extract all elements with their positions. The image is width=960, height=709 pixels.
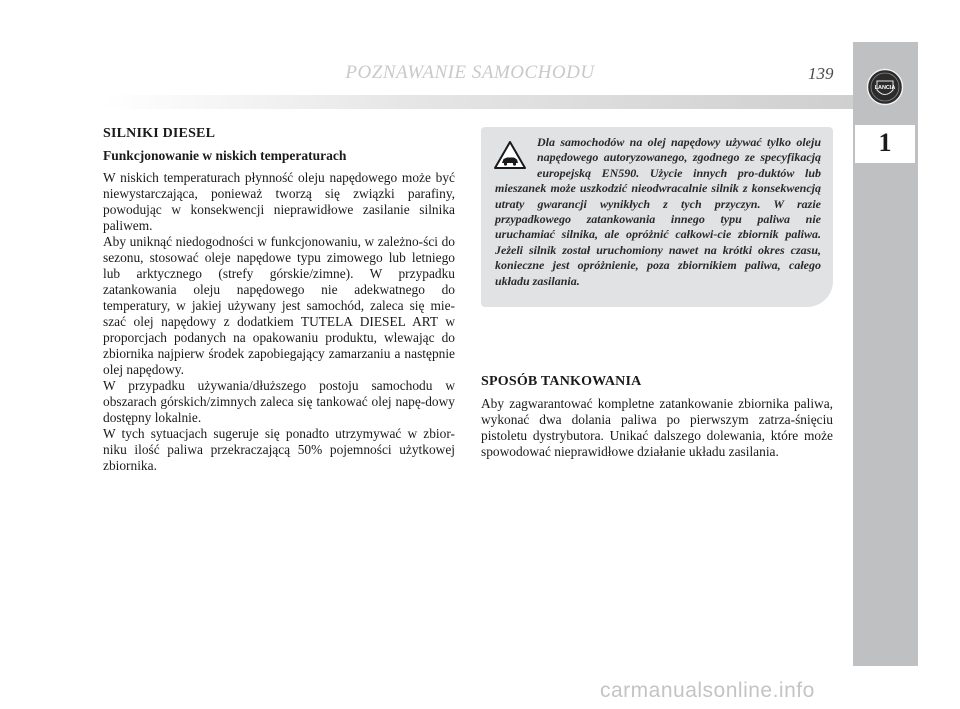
paragraph: Aby uniknąć niedogodności w funkcjonowaniu, w zależno-ści do sezonu, stosować oleje napędowe typu zimowego lub letniego lub arktycznego (strefy górskie/zimne). W przypadku zatankowania oleju napędowego nie adekwatnego do temperatury, w jakiej używany jest samochód, zaleca się mie-szać olej napędowy z dodatkiem TUTELA DIESEL ART w proporcjach podanych na opakowaniu produktu, wlewając do zbiornika najpierw środek zapobiegający zamarzaniu a następnie olej napędowy. <box>103 234 455 377</box>
logo-text: LANCIA <box>874 85 896 91</box>
lancia-logo-icon <box>866 68 904 106</box>
section-title: POZNAWANIE SAMOCHODU <box>345 62 595 83</box>
paragraph: Aby zagwarantować kompletne zatankowanie zbiornika paliwa, wykonać dwa dolania paliwa po pierwszym zatrza-śnięciu pistoletu dystrybutora. Unikać dalszego dolewania, które może spowodować nieprawidłowe działanie układu zasilania. <box>481 396 833 459</box>
page-number: 139 <box>808 64 834 83</box>
paragraph: W tych sytuacjach sugeruje się ponadto utrzymywać w zbior-niku ilość paliwa przekraczającą 50% pojemności użytkowej zbiornika. <box>103 426 455 473</box>
paragraph: W przypadku używania/dłuższego postoju samochodu w obszarach górskich/zimnych zaleca się tankować olej napę-dowy dostępny lokalnie. <box>103 378 455 425</box>
icon-spacer <box>495 135 537 179</box>
chapter-number: 1 <box>878 128 892 157</box>
watermark: carmanualsonline.info <box>600 679 815 702</box>
heading-silniki-diesel: SILNIKI DIESEL <box>103 126 216 141</box>
left-column <box>103 126 455 474</box>
paragraph: W niskich temperaturach płynność oleju napędowego może być niewystarczająca, ponieważ tworzą się związki parafiny, powodując w konsekwencji nieprawidłowe zasilanie silnika paliwem. <box>103 170 455 233</box>
heading-refueling: SPOSÓB TANKOWANIA <box>481 374 642 389</box>
header-rule <box>103 95 853 109</box>
warning-text: Dla samochodów na olej napędowy używać tylko oleju napędowego autoryzowanego, zgodnego ze specyfikacją europejską EN590. Użycie innych pro-duktów lub mieszanek może uszkodzić nieodwracalnie silnik z konsekwencją utraty gwarancji wynikłych z tych przyczyn. W razie przypadkowego zatankowania innego typu paliwa nie uruchamiać silnika, ale opróżnić całkowi-cie zbiornik paliwa. Jeżeli silnik został uruchomiony nawet na krótki okres czasu, konieczne jest opróżnienie, poza zbiornikiem paliwa, całego układu zasilania. <box>495 135 821 288</box>
subheading-low-temperatures: Funkcjonowanie w niskich temperaturach <box>103 148 347 163</box>
warning-text-block <box>495 135 821 289</box>
right-column <box>481 374 833 460</box>
